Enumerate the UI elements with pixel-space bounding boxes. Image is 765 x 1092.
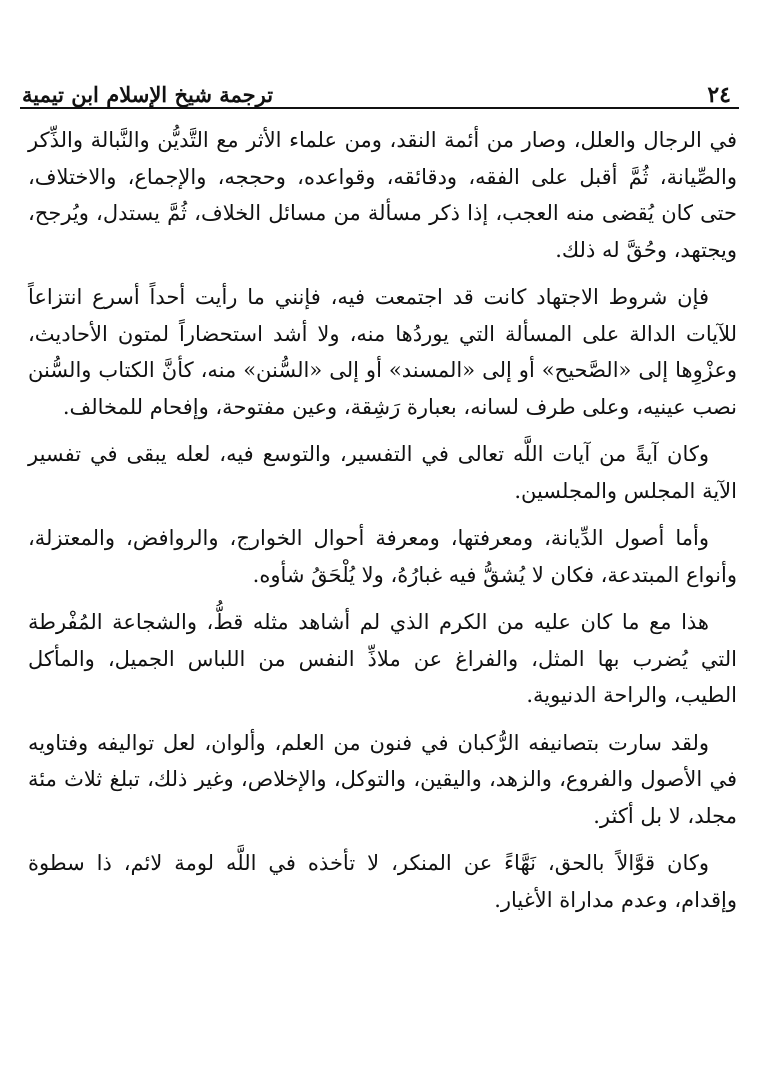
- paragraph: وأما أصول الدِّيانة، ومعرفتها، ومعرفة أحوال الخوارج، والروافض، والمعتزلة، وأنواع المبتدعة، فكان لا يُشقُّ فيه غبارُهُ، ولا يُلْحَقُ شأوه.: [28, 526, 737, 587]
- paragraph: هذا مع ما كان عليه من الكرم الذي لم أشاهد مثله قطُّ، والشجاعة المُفْرطة التي يُضرب بها المثل، والفراغ عن ملاذِّ النفس من اللباس الجميل، والمأكل الطيب، والراحة الدنيوية.: [28, 610, 737, 707]
- paragraph: وكان قوَّالاً بالحق، نَهَّاءً عن المنكر، لا تأخذه في اللَّه لومة لائم، ذا سطوة وإقدام، وعدم مداراة الأغيار.: [28, 851, 737, 912]
- paragraph: ولقد سارت بتصانيفه الرُّكبان في فنون من العلم، وألوان، لعل تواليفه وفتاويه في الأصول والفروع، والزهد، واليقين، والتوكل، والإخلاص، وغير ذلك، تبلغ ثلاث مئة مجلد، لا بل أكثر.: [28, 730, 737, 828]
- header-rule: [20, 107, 739, 109]
- page-header: [22, 72, 737, 108]
- running-title: ترجمة شيخ الإسلام ابن تيمية: [22, 82, 274, 107]
- paragraph: وكان آيةً من آيات اللَّه تعالى في التفسير، والتوسع فيه، لعله يبقى في تفسير الآية المجلس والمجلسين.: [28, 442, 737, 503]
- page-number: ٢٤: [707, 82, 731, 108]
- paragraph: فإن شروط الاجتهاد كانت قد اجتمعت فيه، فإنني ما رأيت أحداً أسرع انتزاعاً للآيات الدالة على المسألة التي يوردُها منه، ولا أشد استحضاراً لمتون الأحاديث، وعزْوِها إلى «الصَّحيح» أو إلى «المسند» أو إلى «السُّنن» منه، كأنَّ الكتاب والسُّنن نصب عينيه، وعلى طرف لسانه، بعبارة رَشِقة، وعين مفتوحة، وإفحام للمخالف.: [28, 285, 737, 419]
- paragraph: في الرجال والعلل، وصار من أئمة النقد، ومن علماء الأثر مع التَّديُّن والنَّبالة والذِّكر والصِّيانة، ثُمَّ أقبل على الفقه، ودقائقه، وقواعده، وحججه، والإجماع، والاختلاف، حتى كان يُقضى منه العجب، إذا ذكر مسألة من مسائل الخلاف، ثُمَّ يستدل، ويُرجح، ويجتهد، وحُقَّ له ذلك.: [28, 128, 737, 262]
- page-body: [28, 122, 737, 1072]
